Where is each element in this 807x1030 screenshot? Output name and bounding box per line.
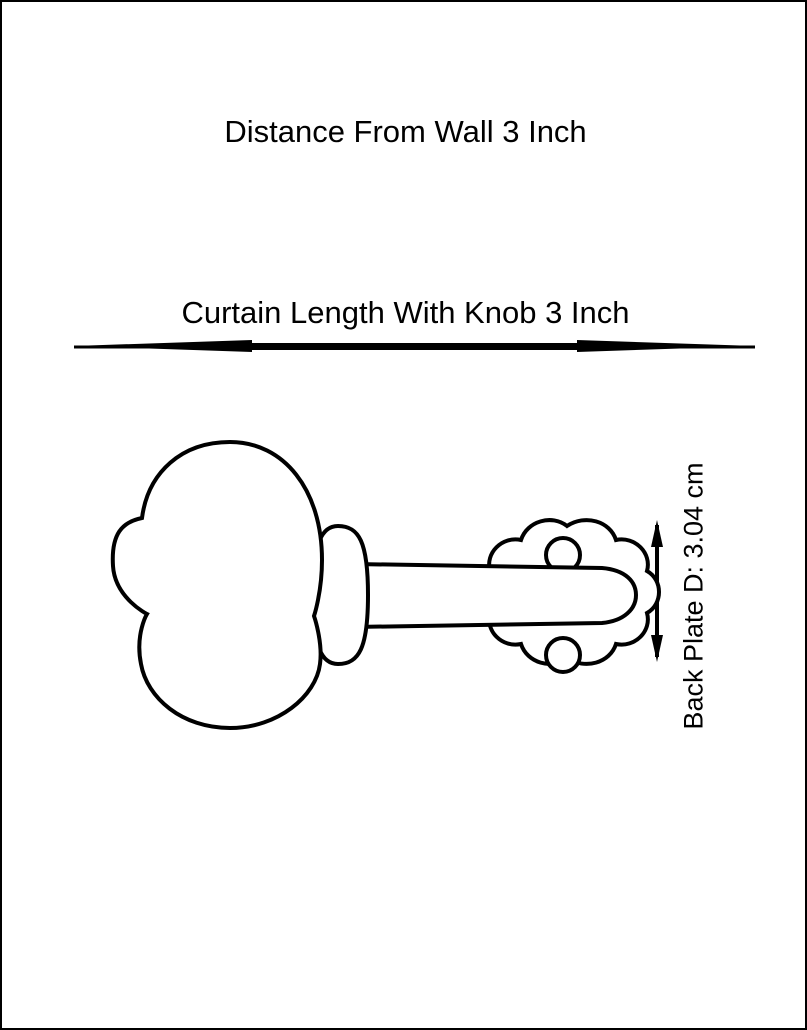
knob-diagram xyxy=(2,2,807,1030)
curtain-length-measure-line xyxy=(74,340,755,352)
curtain-length-label: Curtain Length With Knob 3 Inch xyxy=(181,295,630,330)
distance-from-wall-label: Distance From Wall 3 Inch xyxy=(224,114,587,149)
back-plate-diameter-label: Back Plate D: 3.04 cm xyxy=(678,462,709,730)
knob-shaft xyxy=(354,564,636,627)
screw-hole-bottom xyxy=(546,638,580,672)
knob-head xyxy=(113,442,322,728)
